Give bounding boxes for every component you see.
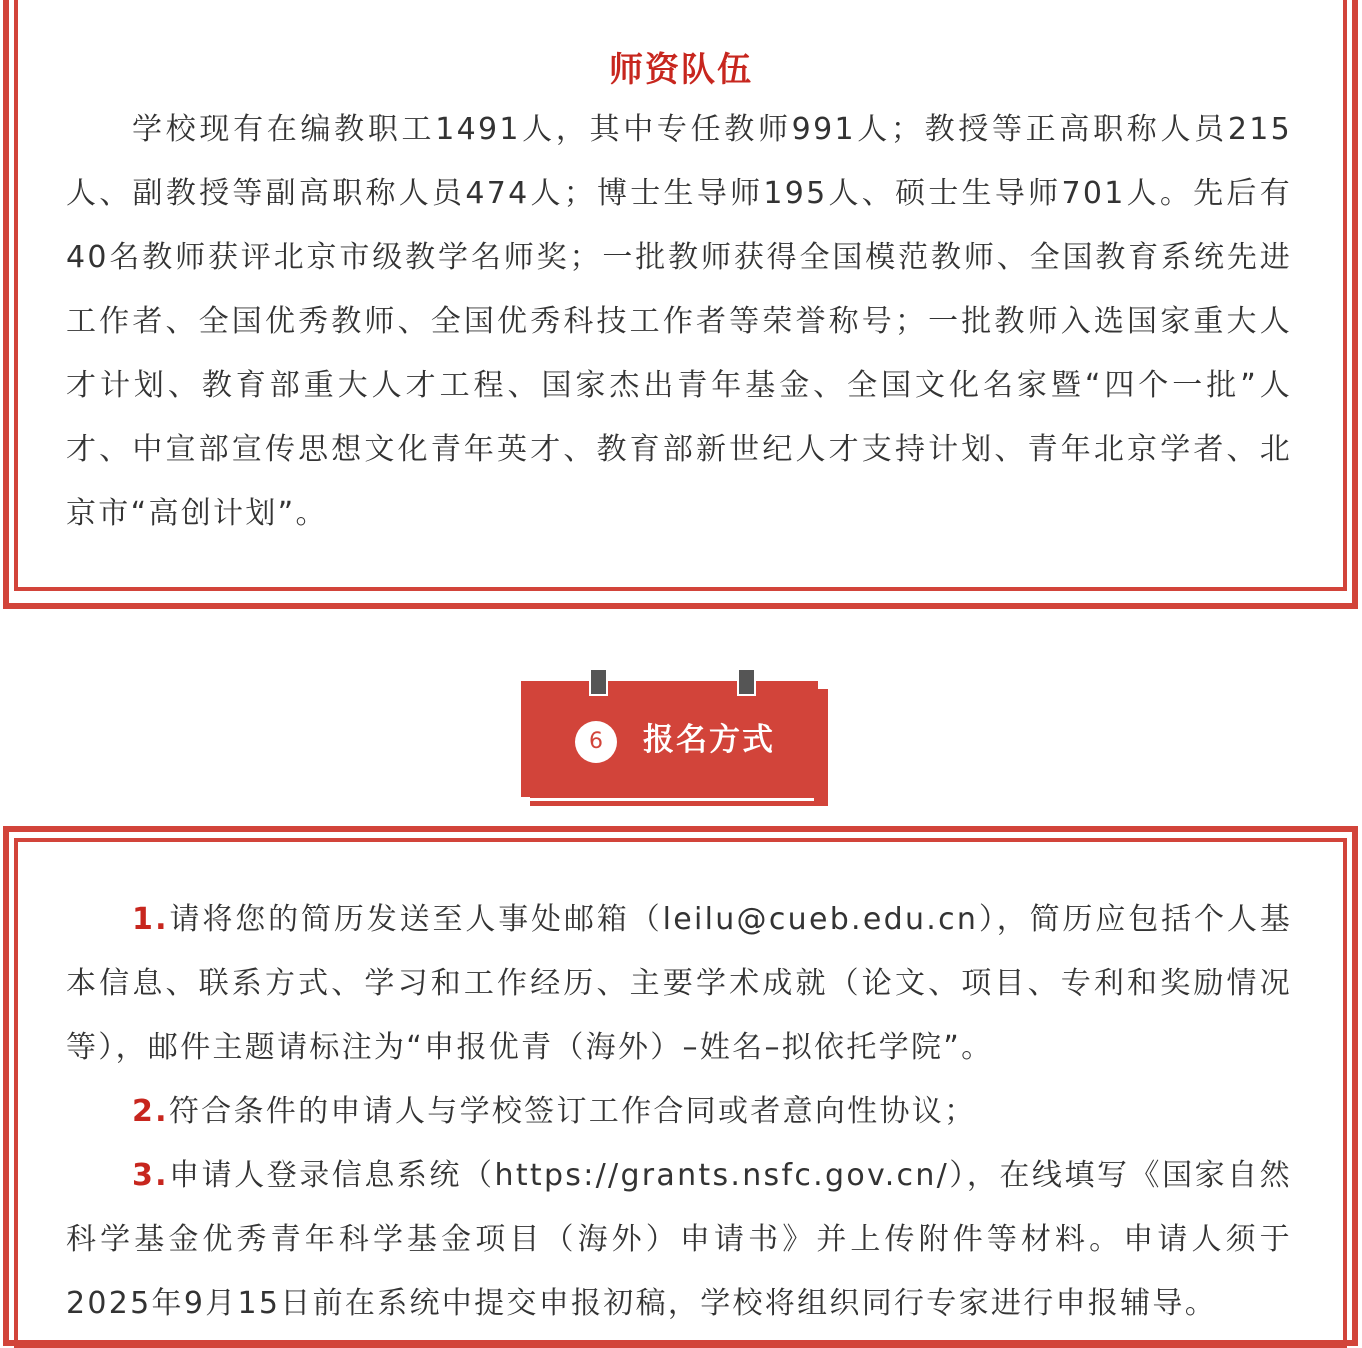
section-header-gap-line bbox=[524, 798, 814, 801]
step-text: 符合条件的申请人与学校签订工作合同或者意向性协议； bbox=[168, 1094, 977, 1129]
faculty-section-body bbox=[66, 98, 1292, 546]
step-item bbox=[66, 1144, 1292, 1336]
calendar-peg-icon bbox=[737, 668, 756, 696]
faculty-paragraph: 学校现有在编教职工1491人，其中专任教师991人；教授等正高职称人员215人、副教授等副高职称人员474人；博士生导师195人、硕士生导师701人。先后有40名教师获评北京市级教学名师奖；一批教师获得全国模范教师、全国教育系统先进工作者、全国优秀教师、全国优秀科技工作者等荣誉称号；一批教师入选国家重大人才计划、教育部重大人才工程、国家杰出青年基金、全国文化名家暨“四个一批”人才、中宣部宣传思想文化青年英才、教育部新世纪人才支持计划、青年北京学者、北京市“高创计划”。 bbox=[66, 112, 1292, 531]
application-steps bbox=[66, 888, 1292, 1336]
step-text: 请将您的简历发送至人事处邮箱（leilu@cueb.edu.cn），简历应包括个人基本信息、联系方式、学习和工作经历、主要学术成就（论文、项目、专利和奖励情况等），邮件主题请标注为“申报优青（海外）–姓名–拟依托学院”。 bbox=[66, 902, 1292, 1065]
step-number: 1. bbox=[132, 902, 169, 937]
step-item bbox=[66, 1080, 1292, 1144]
faculty-section-title: 师资队伍 bbox=[609, 50, 753, 90]
section-header-title: 报名方式 bbox=[643, 722, 775, 758]
step-text: 申请人登录信息系统（https://grants.nsfc.gov.cn/），在线填写《国家自然科学基金优秀青年科学基金项目（海外）申请书》并上传附件等材料。申请人须于2025年9月15日前在系统中提交申报初稿，学校将组织同行专家进行申报辅导。 bbox=[66, 1158, 1292, 1321]
calendar-peg-icon bbox=[589, 668, 608, 696]
step-number: 2. bbox=[132, 1094, 169, 1129]
step-item bbox=[66, 888, 1292, 1080]
step-number: 3. bbox=[132, 1158, 169, 1193]
section-number-badge: 6 bbox=[575, 721, 617, 763]
